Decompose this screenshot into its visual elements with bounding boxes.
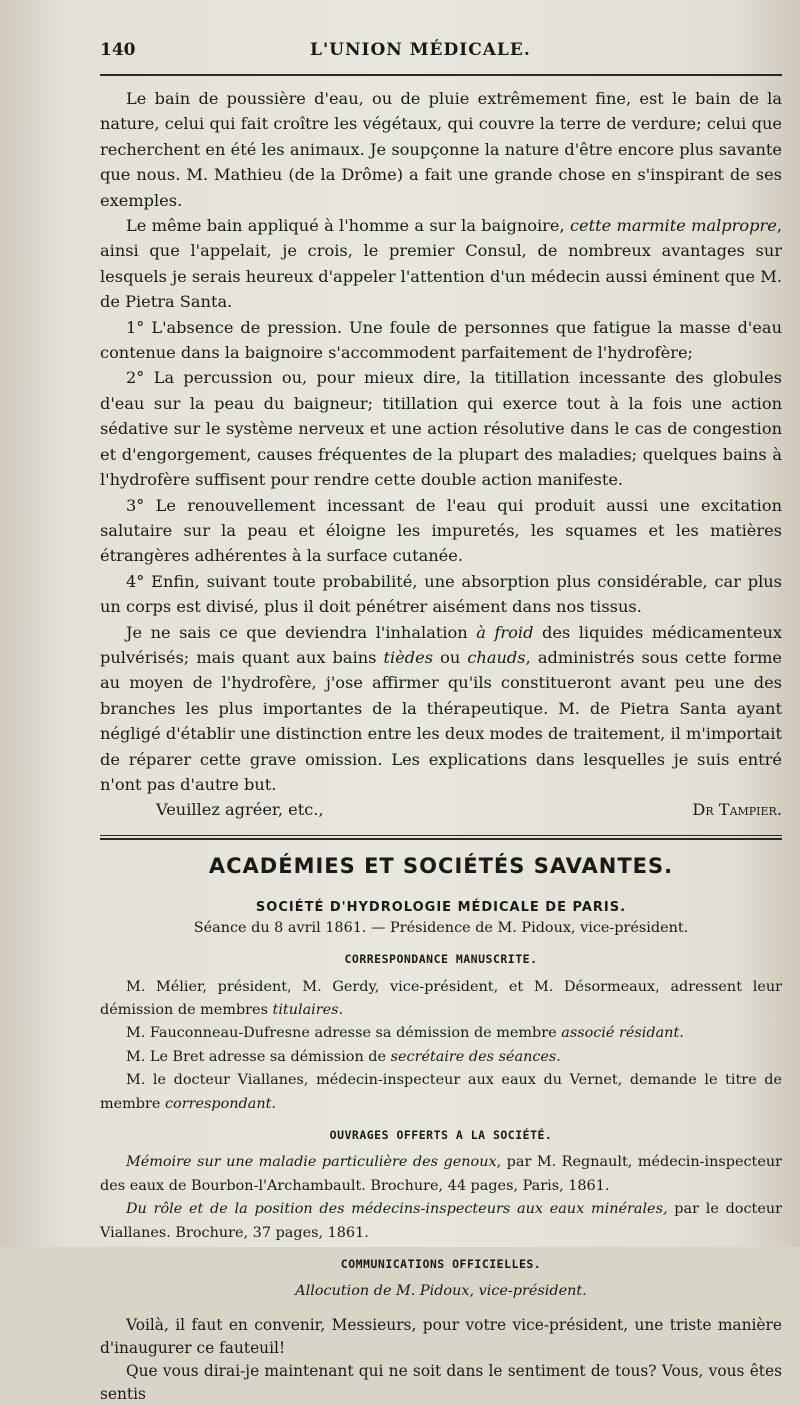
- speech-paragraph-1: Voilà, il faut en convenir, Messieurs, pour votre vice-président, une triste manière d'inaugurer ce fauteuil!: [100, 1315, 782, 1357]
- correspondence-item: [100, 1069, 782, 1116]
- italic-run: Allocution de M. Pidoux, vice-président.: [295, 1283, 587, 1300]
- text-run: M. Fauconneau-Dufresne adresse sa démission de membre: [126, 1025, 562, 1042]
- italic-run: Mémoire sur une maladie particulière des genoux: [126, 1154, 497, 1171]
- page-number: 140: [100, 40, 136, 60]
- speech-text: [100, 1314, 782, 1406]
- text-run: Je ne sais ce que deviendra l'inhalation: [126, 622, 477, 642]
- session-report: [100, 917, 782, 1304]
- header-rule: [100, 74, 782, 76]
- correspondence-item: [100, 1022, 782, 1045]
- correspondence-item: [100, 1046, 782, 1069]
- text-run: , par M. Regnault, médecin-inspecteur des eaux de Bourbon-l'Archambault. Brochure, 44 pages, Paris, 1861.: [100, 1154, 782, 1194]
- section-title: ACADÉMIES ET SOCIÉTÉS SAVANTES.: [208, 853, 674, 878]
- letter-paragraph-7: [100, 620, 782, 798]
- italic-run: tièdes: [383, 647, 434, 667]
- journal-title: L'UNION MÉDICALE.: [310, 40, 531, 60]
- allocution-title: [100, 1280, 782, 1303]
- section-rule: [100, 835, 782, 836]
- italic-run: cette marmite malpropre: [569, 216, 777, 236]
- italic-run: titulaires.: [272, 1002, 344, 1018]
- italic-run: chauds: [467, 647, 526, 667]
- letter-paragraph-1: Le bain de poussière d'eau, ou de pluie extrêmement fine, est le bain de la nature, celui qui fait croître les végétaux, qui couvre la terre de verdure; celui que recherchent en été les animaux. Je soupçonne la nature d'être encore plus savante que nous. M. Mathieu (de la Drôme) a fait une grande chose en s'inspirant de ses exemples.: [100, 89, 782, 210]
- work-item: [100, 1198, 782, 1245]
- letter-paragraph-3: 1° L'absence de pression. Une foule de personnes que fatigue la masse d'eau contenue dans la baignoire s'accommodent parfaitement de l'hydrofère;: [100, 317, 782, 363]
- signature: Dr Tampier.: [692, 800, 782, 820]
- text-run: , ainsi que l'appelait, je crois, le premier Consul, de nombreux avantages sur lesquels je serais heureux d'appeler l'attention d'un médecin aussi éminent que M. de Pietra Santa.: [100, 216, 782, 312]
- text-run: ou: [433, 647, 468, 667]
- letter-paragraph-4: 2° La percussion ou, pour mieux dire, la titillation incessante des globules d'eau sur la peau du baigneur; titillation qui exerce tout à la fois une action sédative sur le système nerveux et une action résolutive dans le cas de congestion et d'engorgement, causes fréquentes de la plupart des maladies; quelques bains à l'hydrofère suffisent pour rendre cette double action manifeste.: [100, 368, 782, 490]
- text-run: M. le docteur Viallanes, médecin-inspecteur aux eaux du Vernet, demande le titre de membre: [100, 1072, 782, 1112]
- text-run: par le docteur Viallanes. Brochure, 37 pages, 1861.: [100, 1201, 782, 1241]
- italic-run: secrétaire des séances.: [390, 1048, 561, 1065]
- session-line: Séance du 8 avril 1861. — Présidence de M. Pidoux, vice-président.: [193, 919, 689, 936]
- letter-body: [100, 86, 782, 823]
- speech-paragraph-2: Que vous dirai-je maintenant qui ne soit dans le sentiment de tous? Vous, vous êtes sentis: [100, 1361, 782, 1403]
- text-run: , administrés sous cette forme au moyen de l'hydrofère, j'ose affirmer qu'ils constitueront avant peu une des branches les plus importantes de la thérapeutique. M. de Pietra Santa ayant négligé d'établir une distinction entre les deux modes de traitement, il m'importait de réparer cette grave omission. Les explications dans lesquelles je suis entré n'ont pas d'autre but.: [100, 647, 783, 794]
- society-title: SOCIÉTÉ D'HYDROLOGIE MÉDICALE DE PARIS.: [255, 899, 627, 915]
- letter-paragraph-6: 4° Enfin, suivant toute probabilité, une absorption plus considérable, car plus un corps est divisé, plus il doit pénétrer aisément dans nos tissus.: [100, 571, 782, 617]
- closing-line: [100, 797, 782, 822]
- text-run: des liquides médicamenteux pulvérisés; mais quant aux bains: [100, 622, 783, 667]
- letter-paragraph-2: [100, 213, 782, 315]
- text-run: Le même bain appliqué à l'homme a sur la baignoire,: [126, 216, 570, 236]
- italic-run: correspondant.: [165, 1095, 276, 1112]
- italic-run: associé résidant.: [561, 1025, 684, 1042]
- running-head: [100, 40, 782, 70]
- letter-paragraph-5: 3° Le renouvellement incessant de l'eau qui produit aussi une excitation salutaire sur la peau et éloigne les impuretés, les squames et les matières étrangères adhérentes à la surface cutanée.: [100, 495, 782, 566]
- subhead-works: OUVRAGES OFFERTS A LA SOCIÉTÉ.: [329, 1128, 553, 1143]
- italic-run: Du rôle et de la position des médecins-inspecteurs aux eaux minérales,: [126, 1201, 668, 1218]
- correspondence-item: [100, 976, 782, 1023]
- subhead-official: COMMUNICATIONS OFFICIELLES.: [340, 1257, 542, 1272]
- subhead-correspondence: CORRESPONDANCE MANUSCRITE.: [344, 952, 538, 967]
- work-item: [100, 1151, 782, 1198]
- italic-run: à froid: [476, 622, 534, 642]
- text-run: M. Le Bret adresse sa démission de: [126, 1048, 391, 1065]
- text-run: M. Mélier, président, M. Gerdy, vice-président, et M. Désormeaux, adressent leur démission de membres: [100, 978, 782, 1018]
- closing-formula: Veuillez agréer, etc.,: [156, 800, 324, 820]
- section-rule-double: [100, 838, 782, 840]
